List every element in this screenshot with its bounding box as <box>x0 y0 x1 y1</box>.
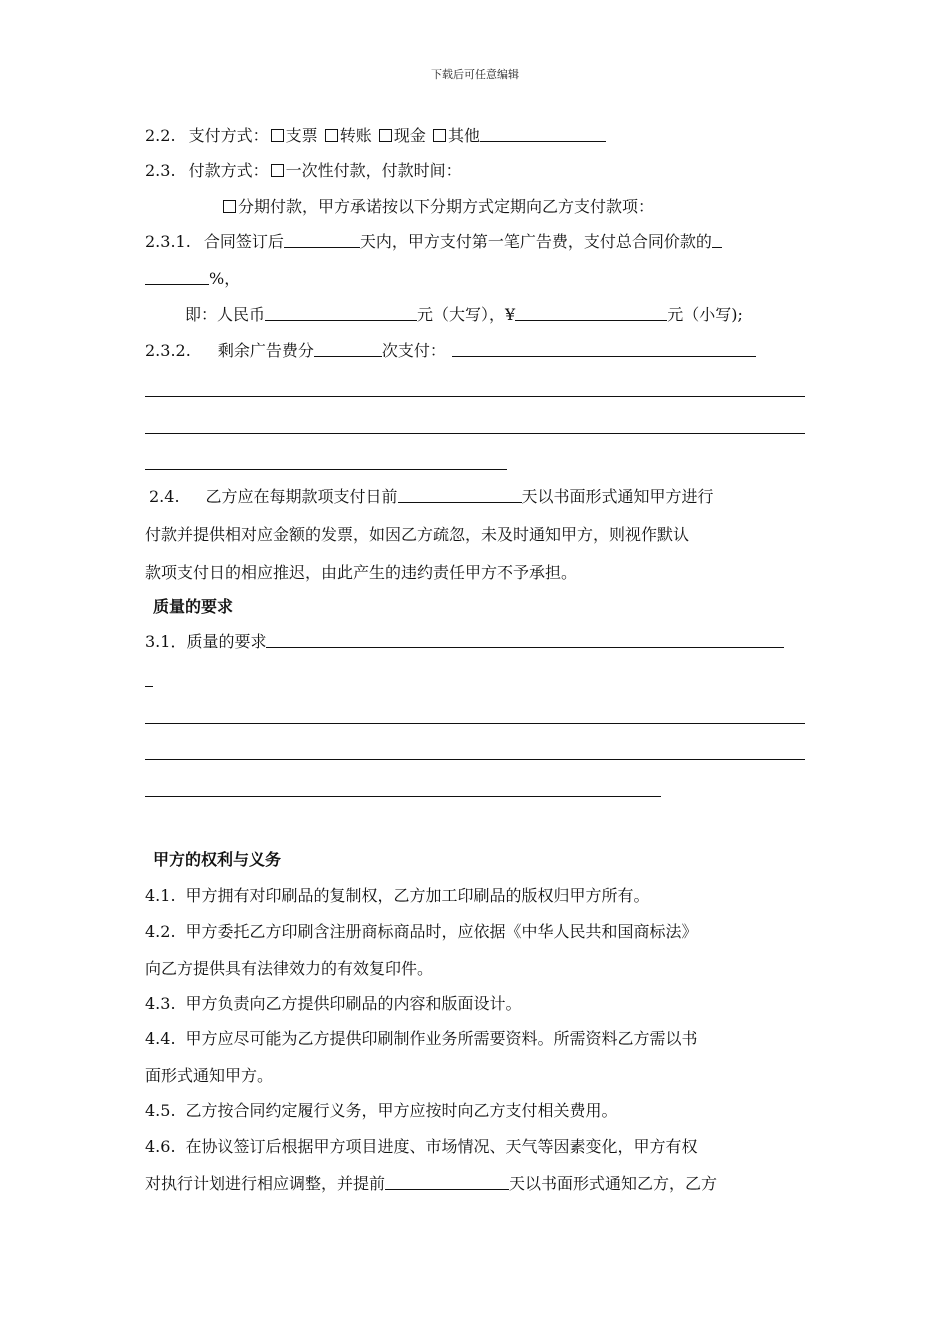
clause-4-1 <box>145 885 650 907</box>
clause-2-4 <box>145 486 714 508</box>
clause-4-6-line2 <box>145 1173 717 1195</box>
clause-text: 天以书面形式通知乙方，乙方 <box>509 1174 718 1193</box>
blank-other[interactable] <box>480 125 606 142</box>
clause-text: 甲方应尽可能为乙方提供印刷制作业务所需要资料。所需资料乙方需以书 <box>185 1029 698 1048</box>
blank-line[interactable] <box>145 796 661 797</box>
blank-notice-days[interactable] <box>398 486 522 503</box>
clause-text: 合同签订后 <box>203 232 284 251</box>
clause-text: 乙方应在每期款项支付日前 <box>205 487 398 506</box>
clause-text: 对执行计划进行相应调整，并提前 <box>145 1174 386 1193</box>
clause-number: 2.3. <box>145 161 176 180</box>
checkbox-lump-sum[interactable] <box>271 164 284 177</box>
clause-text: 乙方按合同约定履行义务，甲方应按时向乙方支付相关费用。 <box>185 1101 618 1120</box>
blank-quality[interactable] <box>266 631 784 648</box>
blank-installment-count[interactable] <box>314 340 382 357</box>
clause-number: 4.6. <box>145 1137 176 1156</box>
clause-text: 元（小写); <box>667 305 743 324</box>
option-label: 支票 <box>285 126 318 145</box>
option-label: 分期付款，甲方承诺按以下分期方式定期向乙方支付款项： <box>238 197 655 216</box>
blank-percent-start[interactable] <box>712 231 722 248</box>
option-label: 转账 <box>339 126 372 145</box>
clause-2-2 <box>145 125 606 147</box>
option-label: 其他 <box>447 126 480 145</box>
clause-text: 即：人民币 <box>185 305 266 324</box>
clause-text: 天以书面形式通知甲方进行 <box>521 487 714 506</box>
clause-number: 2.3.1. <box>145 232 191 251</box>
clause-2-3-installment <box>221 196 654 218</box>
clause-text: 在协议签订后根据甲方项目进度、市场情况、天气等因素变化，甲方有权 <box>185 1137 698 1156</box>
clause-4-3 <box>145 993 522 1015</box>
blank-line[interactable] <box>145 759 805 760</box>
clause-2-4-line2: 付款并提供相对应金额的发票，如因乙方疏忽，未及时通知甲方，则视作默认 <box>145 525 690 544</box>
clause-label: 付款方式： <box>188 161 269 180</box>
clause-text: 剩余广告费分 <box>217 341 314 360</box>
clause-text: 次支付： <box>381 341 446 360</box>
clause-4-4-line2: 面形式通知甲方。 <box>145 1066 274 1085</box>
clause-text: 甲方委托乙方印刷含注册商标商品时，应依据《中华人民共和国商标法》 <box>185 922 698 941</box>
clause-number: 2.4. <box>149 487 180 506</box>
clause-4-2 <box>145 921 698 943</box>
page-header: 下载后可任意编辑 <box>431 68 519 81</box>
blank-percent[interactable] <box>145 268 209 285</box>
blank-days[interactable] <box>284 231 360 248</box>
clause-number: 4.5. <box>145 1101 176 1120</box>
clause-number: 2.3.2. <box>145 341 191 360</box>
blank-line[interactable] <box>145 396 805 397</box>
clause-number: 3.1． <box>145 632 187 651</box>
clause-text: 元（大写），¥ <box>417 305 516 324</box>
clause-number: 4.3. <box>145 994 176 1013</box>
checkbox-cheque[interactable] <box>271 129 284 142</box>
clause-2-3-1-cont <box>145 268 240 290</box>
clause-text: %， <box>209 269 241 288</box>
blank-line[interactable] <box>145 686 153 687</box>
clause-4-2-line2: 向乙方提供具有法律效力的有效复印件。 <box>145 959 434 978</box>
clause-2-3 <box>145 160 462 182</box>
checkbox-other[interactable] <box>433 129 446 142</box>
checkbox-cash[interactable] <box>379 129 392 142</box>
checkbox-transfer[interactable] <box>325 129 338 142</box>
blank-installment-desc[interactable] <box>452 340 756 357</box>
clause-text: 质量的要求 <box>186 632 267 651</box>
clause-3-1 <box>145 631 784 653</box>
blank-amount-words[interactable] <box>265 304 417 321</box>
clause-2-3-2 <box>145 340 756 362</box>
clause-text: 天内，甲方支付第一笔广告费，支付总合同价款的 <box>359 232 712 251</box>
clause-number: 2.2. <box>145 126 176 145</box>
clause-label: 支付方式： <box>188 126 269 145</box>
blank-amount-figures[interactable] <box>515 304 667 321</box>
clause-number: 4.2. <box>145 922 176 941</box>
clause-number: 4.4. <box>145 1029 176 1048</box>
clause-4-4 <box>145 1028 698 1050</box>
blank-line[interactable] <box>145 433 805 434</box>
blank-line[interactable] <box>145 469 507 470</box>
blank-line[interactable] <box>145 723 805 724</box>
option-label: 一次性付款，付款时间： <box>285 161 462 180</box>
section-4-title: 甲方的权利与义务 <box>153 850 282 869</box>
blank-adjust-notice-days[interactable] <box>385 1173 509 1190</box>
clause-text: 甲方负责向乙方提供印刷品的内容和版面设计。 <box>185 994 522 1013</box>
clause-number: 4.1. <box>145 886 176 905</box>
clause-2-3-1-amount <box>185 304 743 326</box>
checkbox-installment[interactable] <box>223 200 236 213</box>
section-3-title: 质量的要求 <box>153 597 234 616</box>
clause-2-4-line3: 款项支付日的相应推迟，由此产生的违约责任甲方不予承担。 <box>145 563 578 582</box>
clause-4-6 <box>145 1136 698 1158</box>
clause-4-5 <box>145 1100 618 1122</box>
clause-text: 甲方拥有对印刷品的复制权，乙方加工印刷品的版权归甲方所有。 <box>185 886 650 905</box>
option-label: 现金 <box>393 126 426 145</box>
clause-2-3-1 <box>145 231 722 253</box>
